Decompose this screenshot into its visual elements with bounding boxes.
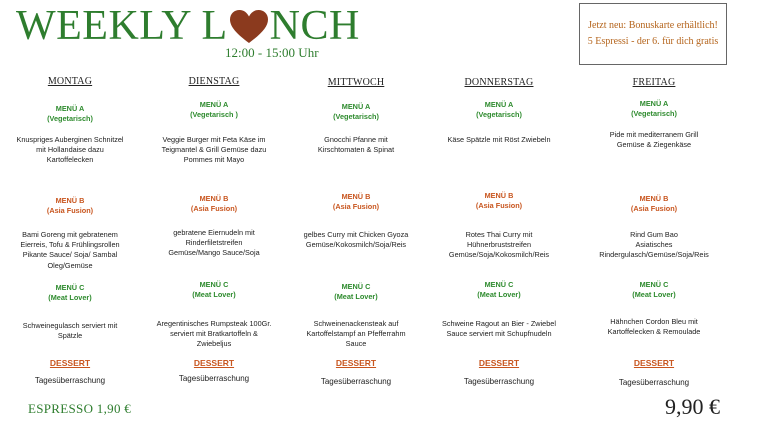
menu-c-description: Hähnchen Cordon Bleu mit Kartoffelecken & Remoulade bbox=[607, 317, 701, 337]
menu-a-heading: MENÜ A (Vegetarisch) bbox=[292, 102, 420, 123]
menu-a-subtitle: (Vegetarisch) bbox=[47, 114, 93, 124]
menu-c-subtitle: (Meat Lover) bbox=[192, 290, 236, 300]
menu-a-description: Käse Spätzle mit Röst Zwiebeln bbox=[447, 135, 551, 144]
menu-c-description: Schweinegulasch serviert mit Spätzle bbox=[22, 321, 118, 341]
menu-c-subtitle: (Meat Lover) bbox=[48, 293, 92, 303]
day-heading: DONNERSTAG bbox=[464, 77, 534, 88]
dessert-heading: DESSERT bbox=[193, 358, 235, 368]
menu-b-subtitle: (Asia Fusion) bbox=[475, 201, 523, 211]
title-part-1: WEEKLY L bbox=[16, 3, 228, 49]
menu-c-subtitle: (Meat Lover) bbox=[334, 292, 378, 302]
menu-b-subtitle: (Asia Fusion) bbox=[630, 204, 678, 214]
day-column-freitag bbox=[590, 0, 718, 400]
menu-b-description: gelbes Curry mit Chicken Gyoza Gemüse/Kokosmilch/Soja/Reis bbox=[303, 230, 409, 250]
menu-c-heading: MENÜ C (Meat Lover) bbox=[292, 282, 420, 303]
dessert-item: Tagesüberraschung bbox=[463, 377, 535, 386]
day-heading: DIENSTAG bbox=[188, 76, 240, 87]
menu-c-heading: MENÜ C (Meat Lover) bbox=[590, 280, 718, 301]
day-heading: FREITAG bbox=[632, 77, 676, 88]
menu-a-heading: MENÜ A (Vegetarisch) bbox=[6, 104, 134, 125]
menu-b-description: Rotes Thai Curry mit Hühnerbruststreifen Gemüse/Soja/Kokosmilch/Reis bbox=[448, 230, 550, 260]
menu-b-heading: MENÜ B (Asia Fusion) bbox=[590, 194, 718, 215]
menu-b-subtitle: (Asia Fusion) bbox=[332, 202, 380, 212]
promo-line-2: 5 Espressi - der 6. für dich gratis bbox=[587, 35, 719, 47]
dessert-item: Tagesüberraschung bbox=[618, 378, 690, 387]
dessert-heading: DESSERT bbox=[335, 358, 377, 368]
menu-b-subtitle: (Asia Fusion) bbox=[46, 206, 94, 216]
menu-b-heading: MENÜ B (Asia Fusion) bbox=[150, 194, 278, 215]
menu-a-description: Knuspriges Auberginen Schnitzel mit Hollandaise dazu Kartoffelecken bbox=[16, 135, 124, 165]
day-column-dienstag bbox=[150, 0, 278, 400]
menu-a-description: Gnocchi Pfanne mit Kirschtomaten & Spinat bbox=[317, 135, 395, 155]
lunch-price: 9,90 € bbox=[665, 394, 720, 419]
menu-b-heading: MENÜ B (Asia Fusion) bbox=[292, 192, 420, 213]
menu-a-description: Veggie Burger mit Feta Käse im Teigmantel & Grill Gemüse dazu Pommes mit Mayo bbox=[161, 135, 267, 165]
dessert-heading: DESSERT bbox=[633, 358, 675, 368]
day-heading: MITTWOCH bbox=[327, 77, 385, 88]
opening-hours: 12:00 - 15:00 Uhr bbox=[225, 45, 319, 60]
espresso-price: ESPRESSO 1,90 € bbox=[28, 401, 132, 416]
menu-c-description: Schweinenackensteak auf Kartoffelstampf an Pfefferrahm Sauce bbox=[306, 319, 406, 349]
menu-b-subtitle: (Asia Fusion) bbox=[190, 204, 238, 214]
menu-a-description: Pide mit mediterranem Grill Gemüse & Ziegenkäse bbox=[609, 130, 699, 150]
menu-b-heading: MENÜ B (Asia Fusion) bbox=[435, 191, 563, 212]
day-column-mittwoch bbox=[292, 0, 420, 400]
dessert-item: Tagesüberraschung bbox=[34, 376, 106, 385]
day-column-montag bbox=[6, 0, 134, 400]
menu-c-description: Schweine Ragout an Bier - Zwiebel Sauce serviert mit Schupfnudeln bbox=[442, 319, 556, 339]
promo-line-1: Jetzt neu: Bonuskarte erhältlich! bbox=[588, 20, 718, 31]
menu-c-subtitle: (Meat Lover) bbox=[477, 290, 521, 300]
dessert-heading: DESSERT bbox=[478, 358, 520, 368]
menu-b-description: Bami Goreng mit gebratenem Eierreis, Tofu & Frühlingsrollen Pikante Sauce/ Soja/ Sambal Oleg/Gemüse bbox=[20, 230, 120, 270]
menu-b-description: Rind Gum Bao Asiatisches Rindergulasch/Gemüse/Soja/Reis bbox=[599, 230, 709, 260]
menu-a-subtitle: (Vegetarisch ) bbox=[190, 110, 238, 120]
menu-a-heading: MENÜ A (Vegetarisch) bbox=[590, 99, 718, 120]
day-column-donnerstag bbox=[435, 0, 563, 400]
menu-a-subtitle: (Vegetarisch) bbox=[476, 110, 522, 120]
menu-c-heading: MENÜ C (Meat Lover) bbox=[6, 283, 134, 304]
title-part-2: NCH bbox=[269, 3, 360, 49]
menu-a-subtitle: (Vegetarisch) bbox=[333, 112, 379, 122]
dessert-item: Tagesüberraschung bbox=[320, 377, 392, 386]
menu-a-heading: MENÜ A (Vegetarisch ) bbox=[150, 100, 278, 121]
dessert-item: Tagesüberraschung bbox=[178, 374, 250, 383]
menu-a-subtitle: (Vegetarisch) bbox=[631, 109, 677, 119]
menu-c-heading: MENÜ C (Meat Lover) bbox=[435, 280, 563, 301]
menu-c-heading: MENÜ C (Meat Lover) bbox=[150, 280, 278, 301]
dessert-heading: DESSERT bbox=[49, 358, 91, 368]
menu-c-description: Aregentinisches Rumpsteak 100Gr. serviert mit Bratkartoffeln & Zwiebeljus bbox=[156, 319, 272, 349]
day-heading: MONTAG bbox=[47, 76, 93, 87]
menu-b-description: gebratene Eiernudeln mit Rinderfiletstreifen Gemüse/Mango Sauce/Soja bbox=[168, 228, 260, 258]
menu-b-heading: MENÜ B (Asia Fusion) bbox=[6, 196, 134, 217]
menu-c-subtitle: (Meat Lover) bbox=[632, 290, 676, 300]
menu-a-heading: MENÜ A (Vegetarisch) bbox=[435, 100, 563, 121]
